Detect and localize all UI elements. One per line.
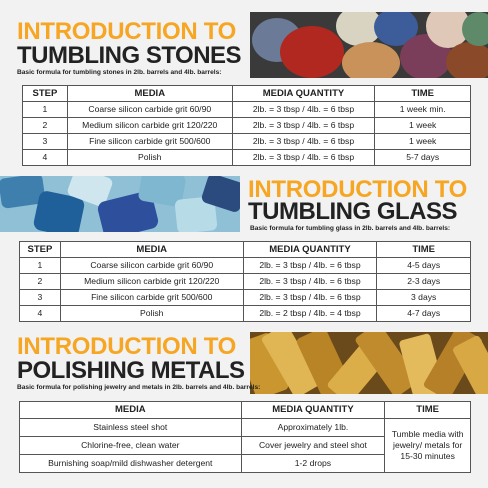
stones-title-line1: INTRODUCTION TO xyxy=(17,18,237,45)
header-media: MEDIA xyxy=(67,86,232,102)
header-media: MEDIA xyxy=(20,402,242,419)
stone-shape xyxy=(462,12,488,46)
brass-shells-photo xyxy=(250,332,488,394)
glass-title-line2: TUMBLING GLASS xyxy=(248,198,457,225)
table-header-row xyxy=(20,242,471,258)
stones-table xyxy=(22,85,471,166)
header-media-quantity: MEDIA QUANTITY xyxy=(243,242,377,258)
cell-time: 5-7 days xyxy=(375,150,471,166)
cell-media: Fine silicon carbide grit 500/600 xyxy=(67,134,232,150)
metals-title-line2: POLISHING METALS xyxy=(17,357,245,384)
cell-step: 4 xyxy=(23,150,68,166)
table-row xyxy=(20,306,471,322)
table-header-row xyxy=(20,402,471,419)
header-media-quantity: MEDIA QUANTITY xyxy=(241,402,385,419)
table-row xyxy=(20,419,471,437)
stones-title-line2: TUMBLING STONES xyxy=(17,42,242,69)
cell-time: 4-7 days xyxy=(377,306,471,322)
cell-step: 1 xyxy=(23,102,68,118)
table-row xyxy=(20,258,471,274)
cell-quantity: 2lb. = 3 tbsp / 4lb. = 6 tbsp xyxy=(232,102,375,118)
glass-title-line1: INTRODUCTION TO xyxy=(248,176,468,203)
sea-glass-photo xyxy=(0,176,240,232)
cell-media: Coarse silicon carbide grit 60/90 xyxy=(60,258,243,274)
stone-shape xyxy=(342,42,400,78)
metals-table xyxy=(19,401,471,473)
table-row xyxy=(23,102,471,118)
table-row xyxy=(23,134,471,150)
stone-shape xyxy=(280,26,344,78)
table-header-row xyxy=(23,86,471,102)
cell-media: Chlorine-free, clean water xyxy=(20,437,242,455)
cell-media: Stainless steel shot xyxy=(20,419,242,437)
glass-table xyxy=(19,241,471,322)
stones-subtitle: Basic formula for tumbling stones in 2lb. barrels and 4lb. barrels: xyxy=(17,69,222,76)
cell-media: Medium silicon carbide grit 120/220 xyxy=(60,274,243,290)
stone-shape xyxy=(446,42,488,78)
glass-subtitle: Basic formula for tumbling glass in 2lb. barrels and 4lb. barrels: xyxy=(250,225,451,232)
cell-media: Polish xyxy=(67,150,232,166)
cell-media: Coarse silicon carbide grit 60/90 xyxy=(67,102,232,118)
cell-time: 1 week min. xyxy=(375,102,471,118)
table-row xyxy=(23,150,471,166)
cell-media: Medium silicon carbide grit 120/220 xyxy=(67,118,232,134)
metals-title-line1: INTRODUCTION TO xyxy=(17,333,237,360)
cell-quantity: 2lb. = 3 tbsp / 4lb. = 6 tbsp xyxy=(243,274,377,290)
cell-time: 2-3 days xyxy=(377,274,471,290)
table-row xyxy=(20,274,471,290)
cell-time: 1 week xyxy=(375,134,471,150)
header-step: STEP xyxy=(20,242,61,258)
cell-step: 2 xyxy=(23,118,68,134)
cell-step: 1 xyxy=(20,258,61,274)
header-time: TIME xyxy=(385,402,471,419)
table-row xyxy=(20,290,471,306)
metals-subtitle: Basic formula for polishing jewelry and metals in 2lb. barrels and 4lb. barrels: xyxy=(17,384,261,391)
cell-quantity: Cover jewelry and steel shot xyxy=(241,437,385,455)
header-step: STEP xyxy=(23,86,68,102)
cell-step: 3 xyxy=(20,290,61,306)
cell-quantity: 2lb. = 3 tbsp / 4lb. = 6 tbsp xyxy=(232,118,375,134)
cell-quantity: 2lb. = 3 tbsp / 4lb. = 6 tbsp xyxy=(232,150,375,166)
cell-time: 4-5 days xyxy=(377,258,471,274)
tumbled-stones-photo xyxy=(250,12,488,78)
cell-media: Fine silicon carbide grit 500/600 xyxy=(60,290,243,306)
cell-media: Polish xyxy=(60,306,243,322)
header-media: MEDIA xyxy=(60,242,243,258)
cell-quantity: 2lb. = 3 tbsp / 4lb. = 6 tbsp xyxy=(243,258,377,274)
cell-step: 3 xyxy=(23,134,68,150)
cell-time: 1 week xyxy=(375,118,471,134)
cell-time: Tumble media with jewelry/ metals for 15-30 minutes xyxy=(385,419,471,473)
cell-media: Burnishing soap/mild dishwasher detergent xyxy=(20,455,242,473)
cell-time: 3 days xyxy=(377,290,471,306)
header-time: TIME xyxy=(375,86,471,102)
cell-quantity: Approximately 1lb. xyxy=(241,419,385,437)
cell-step: 2 xyxy=(20,274,61,290)
cell-quantity: 2lb. = 3 tbsp / 4lb. = 6 tbsp xyxy=(232,134,375,150)
cell-quantity: 2lb. = 3 tbsp / 4lb. = 6 tbsp xyxy=(243,290,377,306)
cell-quantity: 1-2 drops xyxy=(241,455,385,473)
header-media-quantity: MEDIA QUANTITY xyxy=(232,86,375,102)
cell-quantity: 2lb. = 2 tbsp / 4lb. = 4 tbsp xyxy=(243,306,377,322)
table-row xyxy=(23,118,471,134)
cell-step: 4 xyxy=(20,306,61,322)
header-time: TIME xyxy=(377,242,471,258)
